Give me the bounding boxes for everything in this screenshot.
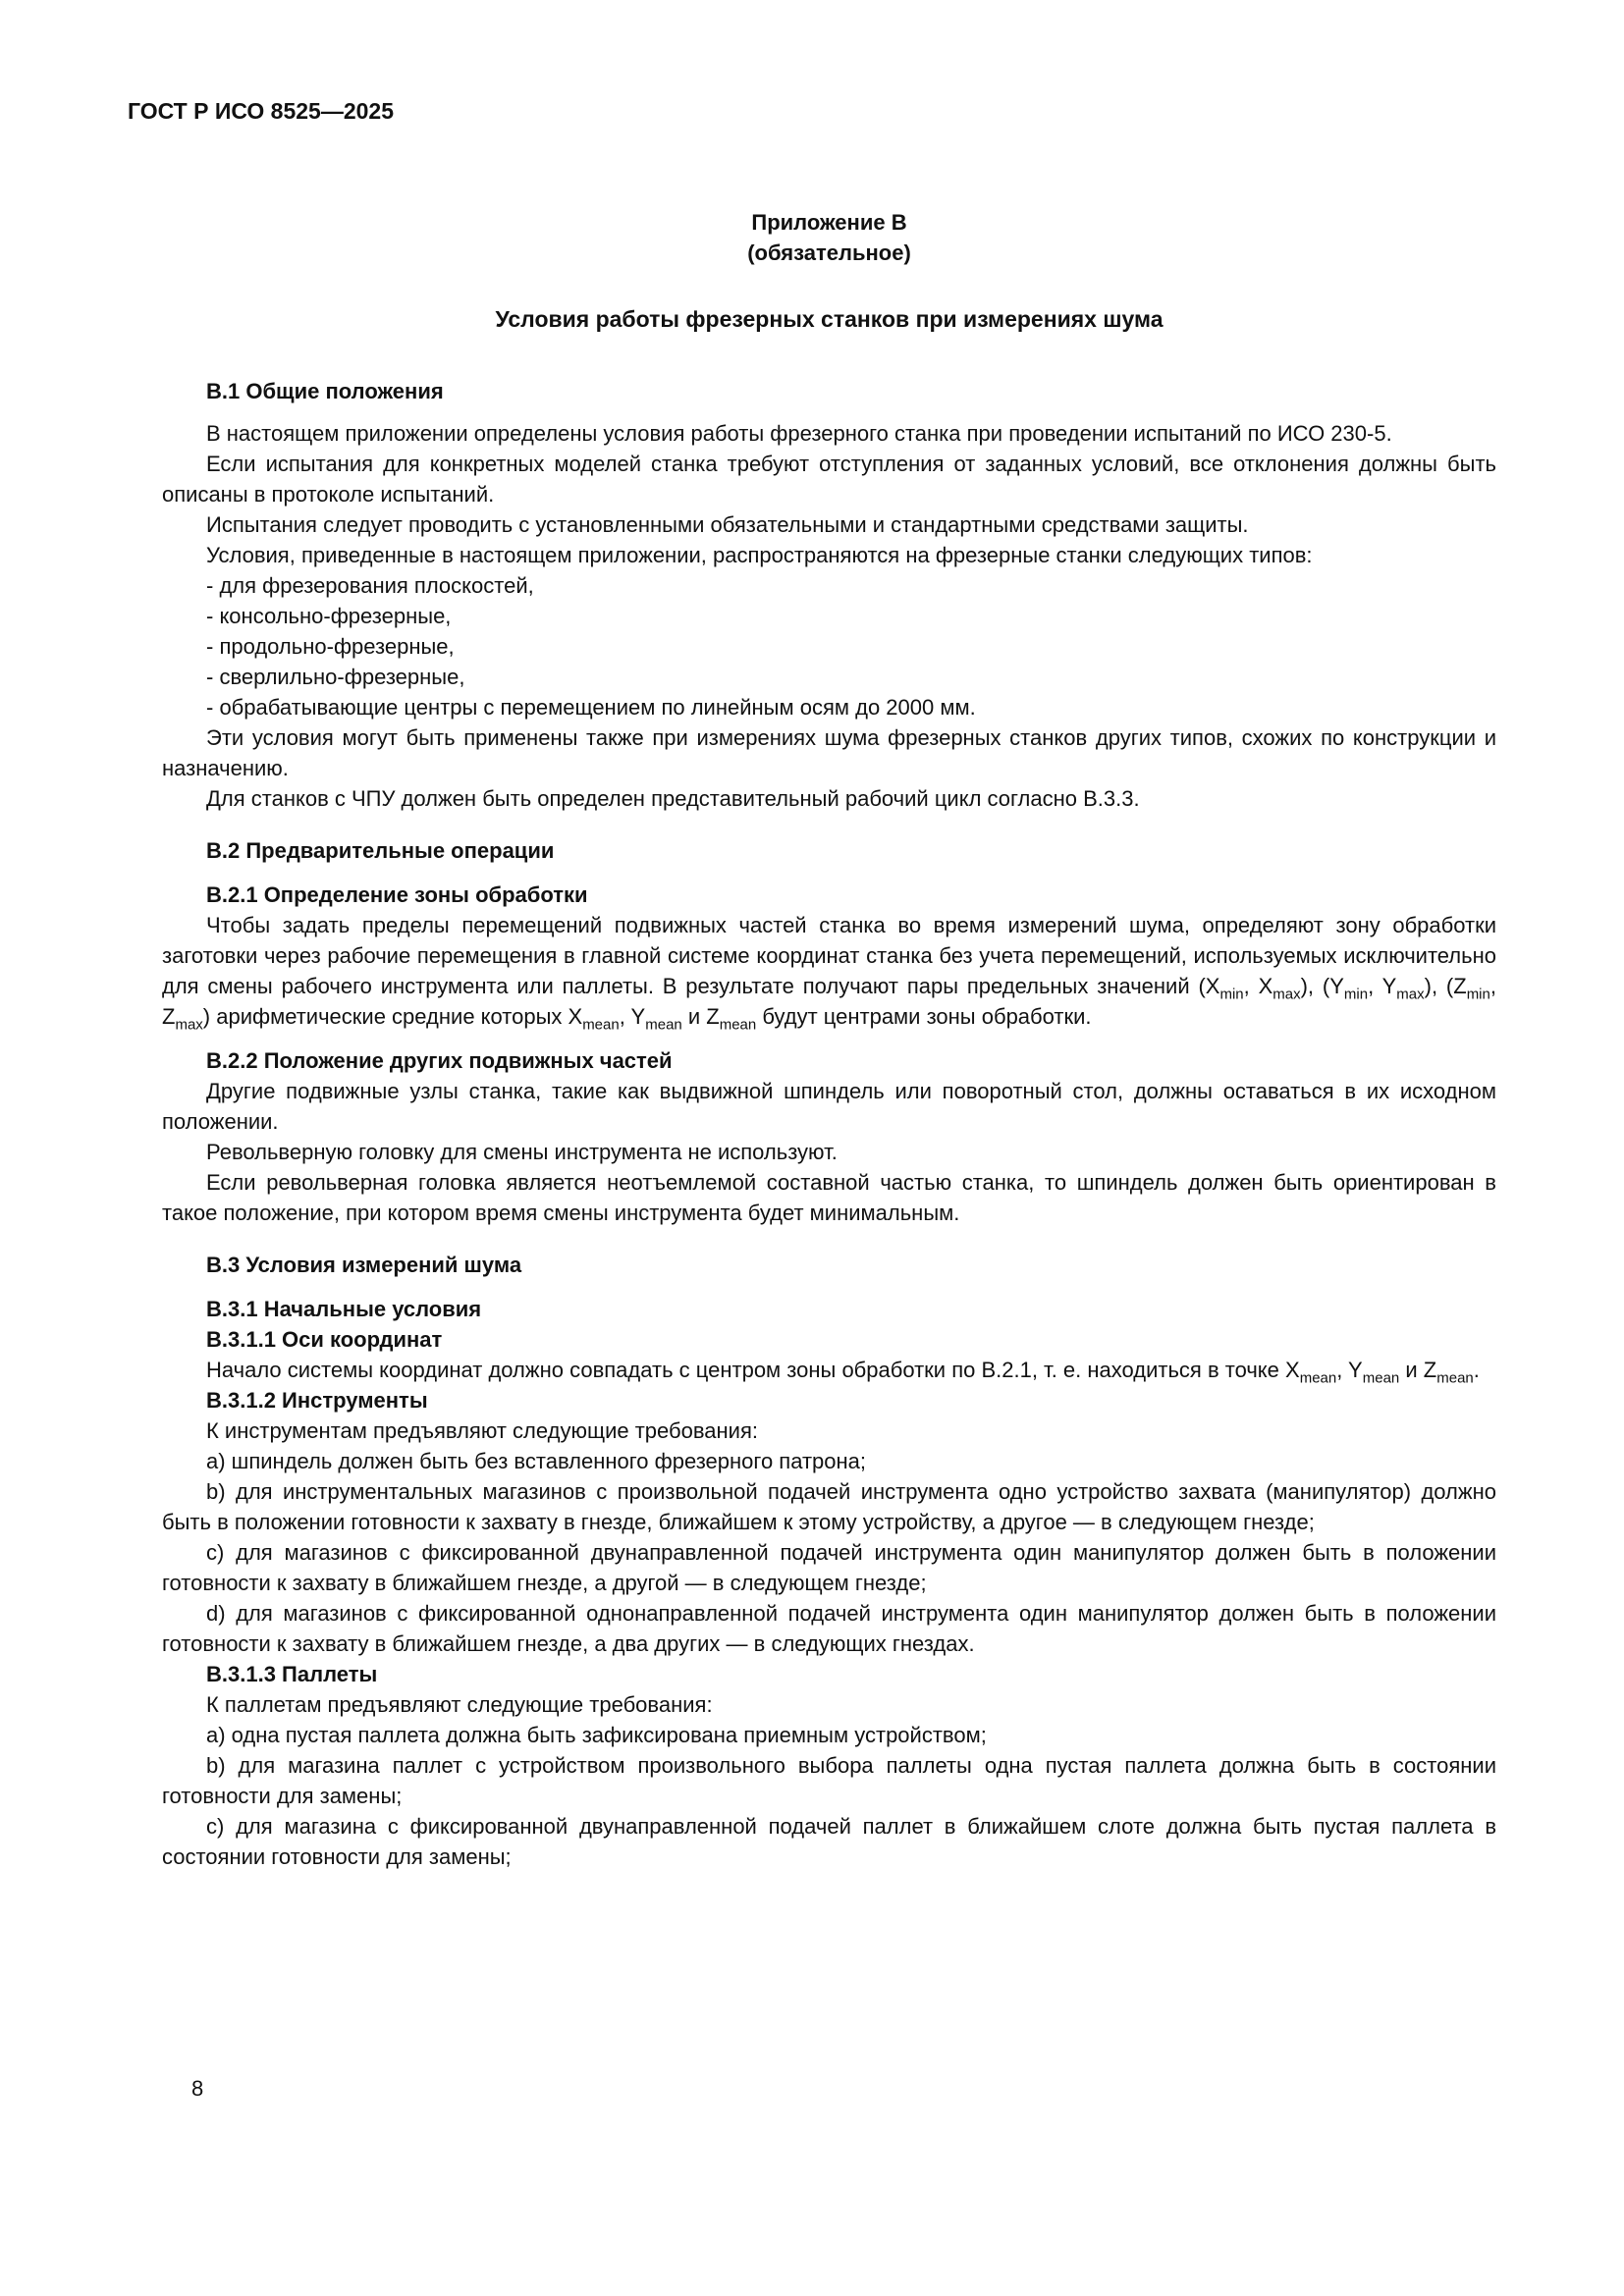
list-item: - обрабатывающие центры с перемещением по линейным осям до 2000 мм. (206, 695, 976, 720)
paragraph: b) для магазина паллет с устройством произвольного выбора паллеты одна пустая паллета должна быть в состоянии готовности для замены; (162, 1753, 1496, 1808)
paragraph: b) для инструментальных магазинов с произвольной подачей инструмента одно устройство захвата (манипулятор) должно быть в положении готовности к захвату в гнезде, ближайшем к этому устройству, а другое — в следующем гнезде; (162, 1479, 1496, 1534)
document-body (162, 376, 1496, 1872)
section-heading: В.1 Общие положения (206, 379, 444, 403)
paragraph: Чтобы задать пределы перемещений подвижных частей станка во время измерений шума, определяют зону обработки заготовки через рабочие перемещения в главной системе координат станка без учета перемещений, используемых исключительно для смены рабочего инструмента или паллеты. В результате получают пары предельных значений ($X_{min}$, $X_{max}$), ($Y_{min}$, $Y_{max}$), ($Z_{min}$, $Z_{max}$) арифметические средние которых $X_{mean}$, $Y_{mean}$ и $Z_{mean}$ будут центрами зоны обработки. (162, 913, 1496, 1034)
doc-header: ГОСТ Р ИСО 8525—2025 (128, 98, 395, 124)
section-heading: В.3.1.1 Оси координат (206, 1327, 443, 1352)
paragraph: Для станков с ЧПУ должен быть определен представительный рабочий цикл согласно В.3.3. (206, 786, 1140, 811)
section-heading: В.3.1.3 Паллеты (206, 1662, 378, 1686)
paragraph: c) для магазинов с фиксированной двунаправленной подачей инструмента один манипулятор должен быть в положении готовности к захвату в ближайшем гнезде, а другой — в следующем гнезде; (162, 1540, 1496, 1595)
paragraph: Испытания следует проводить с установленными обязательными и стандартными средствами защиты. (206, 512, 1249, 537)
paragraph: Револьверную головку для смены инструмента не используют. (206, 1140, 838, 1164)
paragraph: a) одна пустая паллета должна быть зафиксирована приемным устройством; (206, 1723, 987, 1747)
section-heading: В.3 Условия измерений шума (206, 1253, 522, 1277)
paragraph: Начало системы координат должно совпадать с центром зоны обработки по В.2.1, т. е. находиться в точке $X_{mean}$, $Y_{mean}$ и $Z_{mean}$. (206, 1358, 1480, 1387)
paragraph: d) для магазинов с фиксированной однонаправленной подачей инструмента один манипулятор должен быть в положении готовности к захвату в ближайшем гнезде, а два других — в следующих гнездах. (162, 1601, 1496, 1656)
paragraph: c) для магазина с фиксированной двунаправленной подачей паллет в ближайшем слоте должна быть пустая паллета в состоянии готовности для замены; (162, 1814, 1496, 1869)
paragraph: К инструментам предъявляют следующие требования: (206, 1418, 758, 1443)
section-heading: В.3.1.2 Инструменты (206, 1388, 428, 1413)
appendix-kind: (обязательное) (747, 240, 911, 265)
paragraph: Если револьверная головка является неотъемлемой составной частью станка, то шпиндель должен быть ориентирован в такое положение, при котором время смены инструмента будет минимальным. (162, 1170, 1496, 1225)
section-heading: В.2.2 Положение других подвижных частей (206, 1048, 673, 1073)
list-item: - для фрезерования плоскостей, (206, 573, 534, 598)
doc-title: Условия работы фрезерных станков при измерениях шума (495, 306, 1164, 332)
list-item: - консольно-фрезерные, (206, 604, 452, 628)
section-heading: В.2 Предварительные операции (206, 838, 555, 863)
paragraph: Если испытания для конкретных моделей станка требуют отступления от заданных условий, все отклонения должны быть описаны в протоколе испытаний. (162, 452, 1496, 507)
section-heading: В.3.1 Начальные условия (206, 1297, 482, 1321)
list-item: - продольно-фрезерные, (206, 634, 455, 659)
paragraph: a) шпиндель должен быть без вставленного фрезерного патрона; (206, 1449, 866, 1473)
section-heading: В.2.1 Определение зоны обработки (206, 882, 588, 907)
appendix-block (162, 207, 1496, 268)
paragraph: К паллетам предъявляют следующие требования: (206, 1692, 713, 1717)
paragraph: Условия, приведенные в настоящем приложении, распространяются на фрезерные станки следующих типов: (206, 543, 1313, 567)
paragraph: Другие подвижные узлы станка, такие как выдвижной шпиндель или поворотный стол, должны оставаться в их исходном положении. (162, 1079, 1496, 1134)
paragraph: Эти условия могут быть применены также при измерениях шума фрезерных станков других типов, схожих по конструкции и назначению. (162, 725, 1496, 780)
list-item: - сверлильно-фрезерные, (206, 665, 465, 689)
appendix-label: Приложение В (751, 210, 907, 235)
paragraph: В настоящем приложении определены условия работы фрезерного станка при проведении испытаний по ИСО 230-5. (206, 421, 1392, 446)
page-number: 8 (191, 2076, 204, 2101)
